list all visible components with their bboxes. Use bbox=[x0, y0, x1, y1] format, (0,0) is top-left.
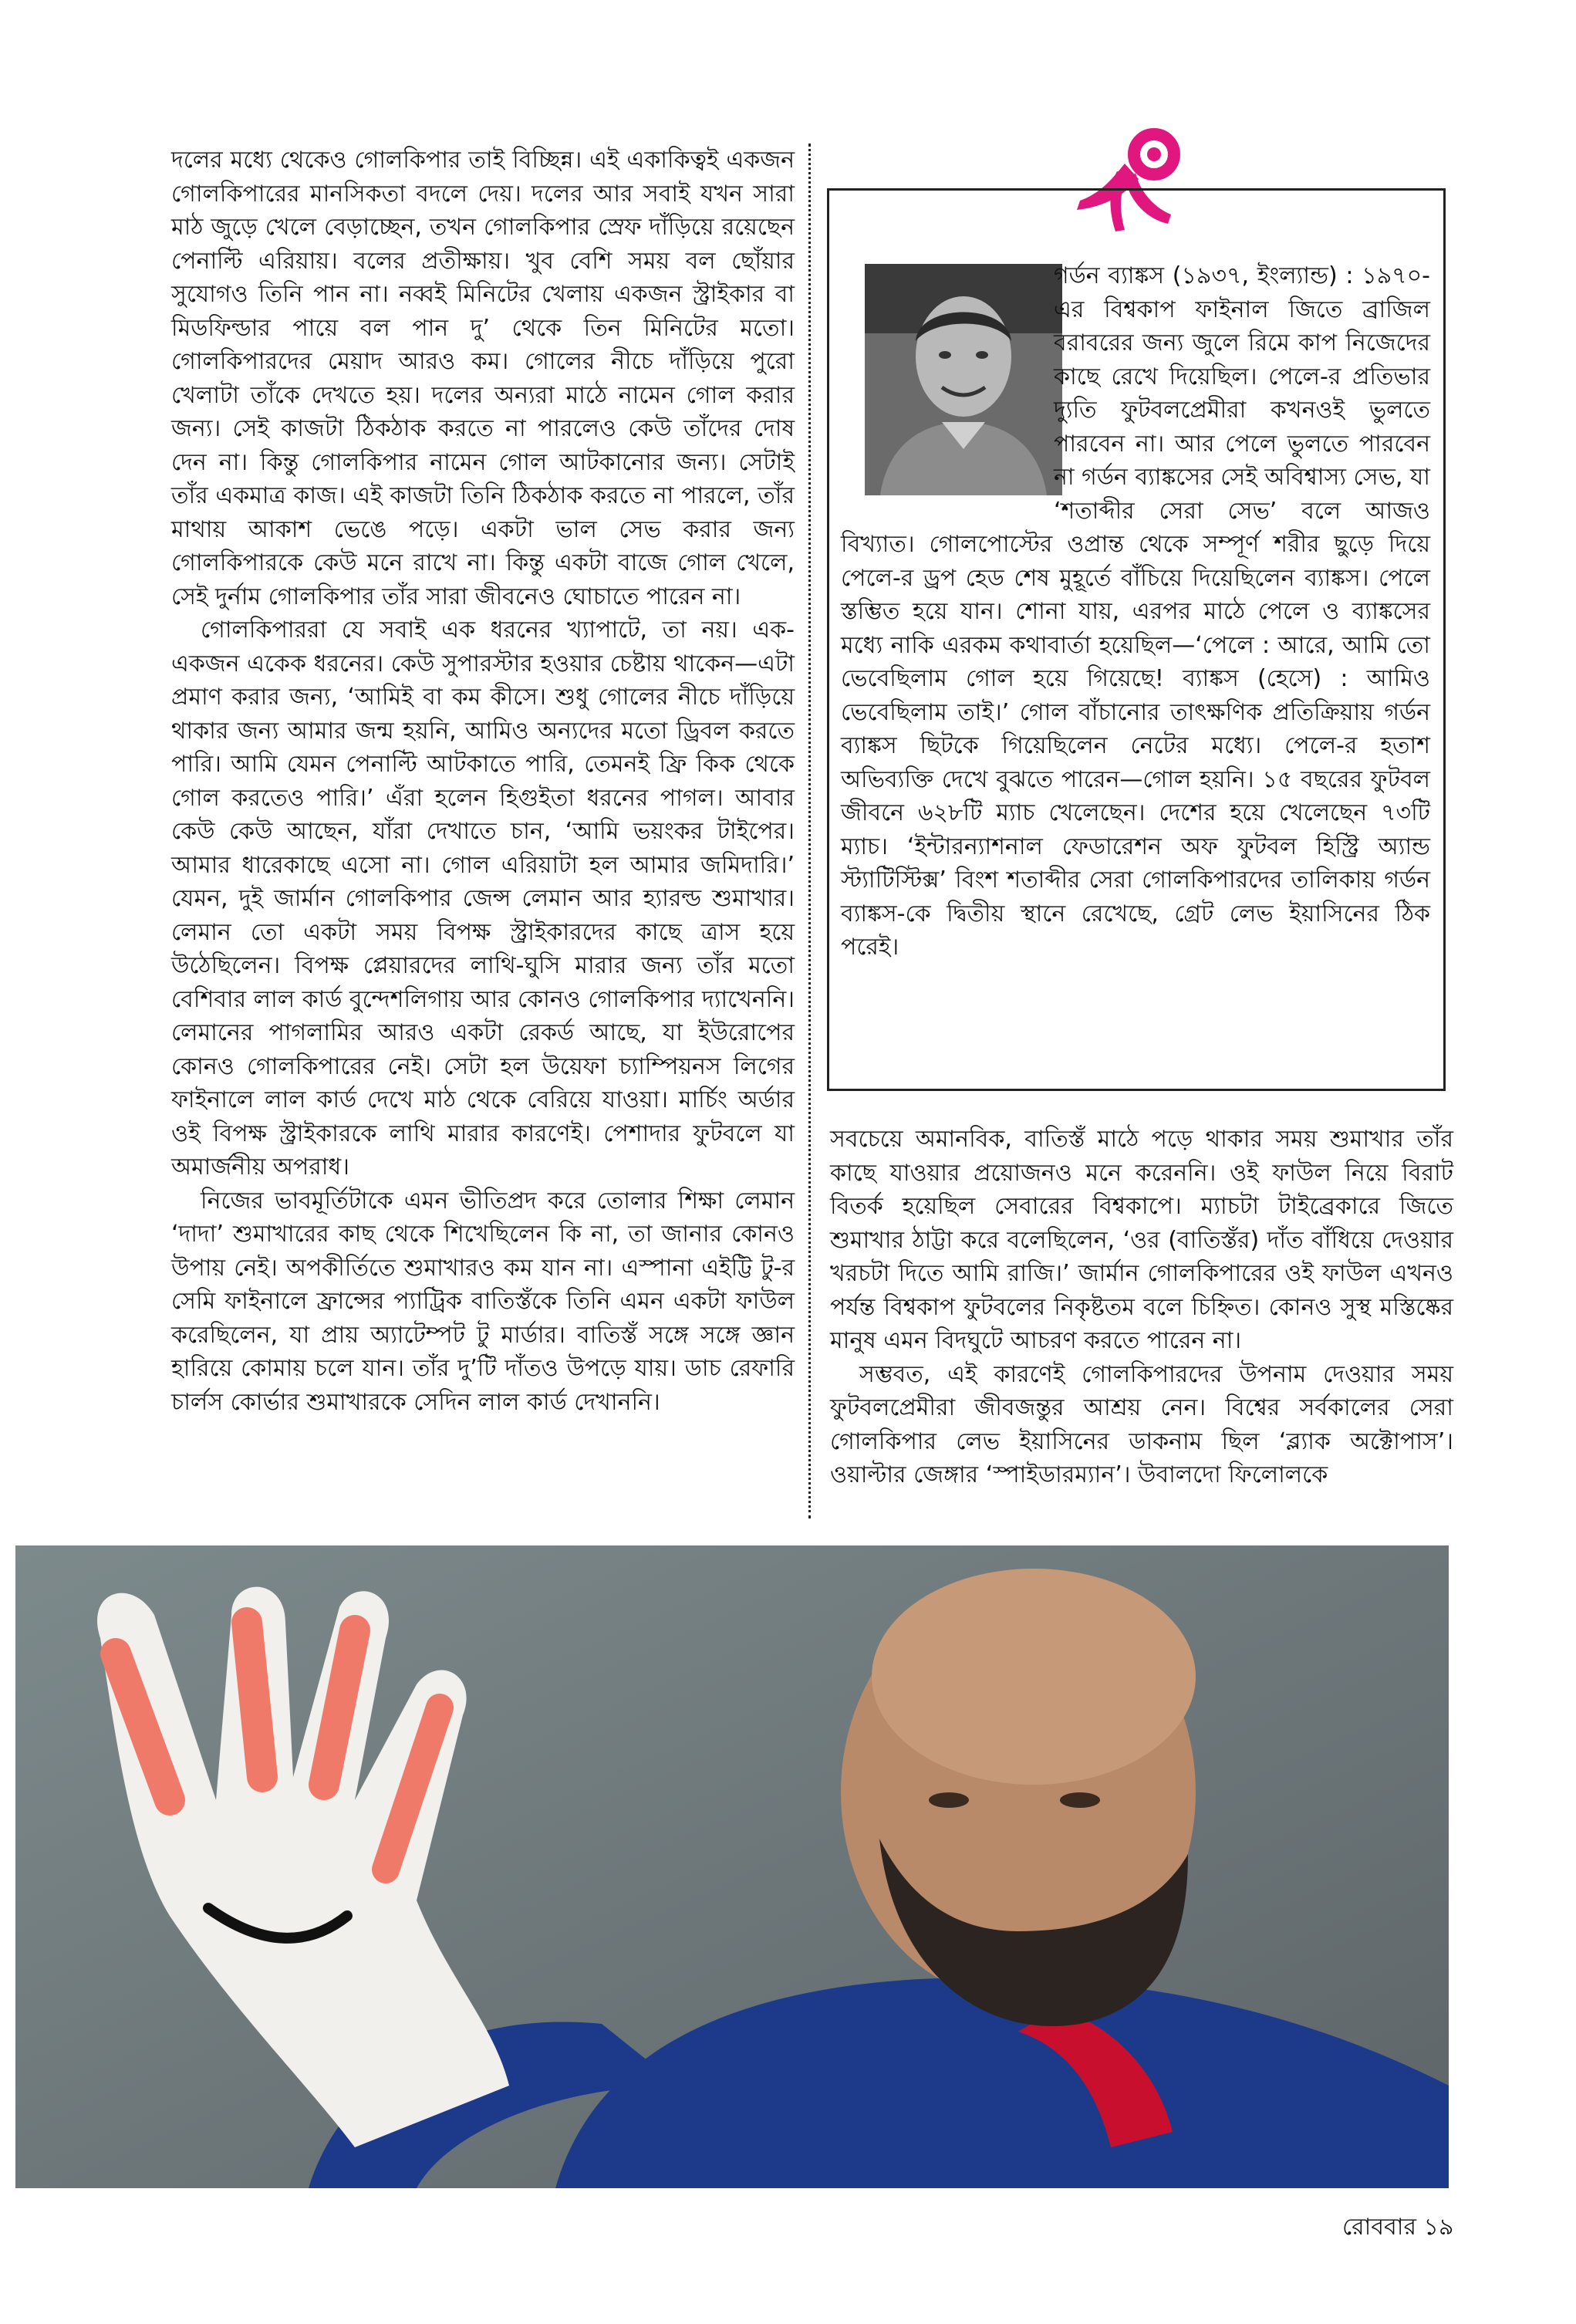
paragraph: দলের মধ্যে থেকেও গোলকিপার তাই বিচ্ছিন্ন। এই একাকিত্বই একজন গোলকিপারের মানসিকতা বদলে দেয়। দলের আর সবাই যখন সারা মাঠ জুড়ে খেলে বেড়াচ্ছেন, তখন গোলকিপার স্রেফ দাঁড়িয়ে রয়েছেন পেনাল্টি এরিয়ায়। বলের প্রতীক্ষায়। খুব বেশি সময় বল ছোঁয়ার সুযোগও তিনি পান না। নব্বই মিনিটের খেলায় একজন স্ট্রাইকার বা মিডফিল্ডার পায়ে বল পান দু’ থেকে তিন মিনিটের মতো। গোলকিপারদের মেয়াদ আরও কম। গোলের নীচে দাঁড়িয়ে পুরো খেলাটা তাঁকে দেখতে হয়। দলের অন্যরা মাঠে নামেন গোল করার জন্য। সেই কাজটা ঠিকঠাক করতে না পারলেও কেউ তাঁদের দোষ দেন না। কিন্তু গোলকিপার নামেন গোল আটকানোর জন্য। সেটাই তাঁর একমাত্র কাজ। এই কাজটা তিনি ঠিকঠাক করতে না পারলে, তাঁর মাথায় আকাশ ভেঙে পড়ে। একটা ভাল সেভ করার জন্য গোলকিপারকে কেউ মনে রাখে না। কিন্তু একটা বাজে গোল খেলে, সেই দুর্নাম গোলকিপার তাঁর সারা জীবনেও ঘোচাতে পারেন না। bbox=[171, 147, 795, 610]
page-number: ১৯ bbox=[1423, 2214, 1454, 2241]
sidebar-text bbox=[841, 259, 1430, 964]
magazine-name: রোববার bbox=[1342, 2214, 1416, 2241]
paragraph: গোলকিপাররা যে সবাই এক ধরনের খ্যাপাটে, তা নয়। এক-একজন একেক ধরনের। কেউ সুপারস্টার হওয়ার চেষ্টায় থাকেন—এটা প্রমাণ করার জন্য, ‘আমিই বা কম কীসে। শুধু গোলের নীচে দাঁড়িয়ে থাকার জন্য আমার জন্ম হয়নি, আমিও অন্যদের মতো ড্রিবল করতে পারি। আমি যেমন পেনাল্টি আটকাতে পারি, তেমনই ফ্রি কিক থেকে গোল করতেও পারি।’ এঁরা হলেন হিগুইতা ধরনের পাগল। আবার কেউ কেউ আছেন, যাঁরা দেখাতে চান, ‘আমি ভয়ংকর টাইপের। আমার ধারেকাছে এসো না। গোল এরিয়াটা হল আমার জমিদারি।’ যেমন, দুই জার্মান গোলকিপার জেন্স লেমান আর হ্যারল্ড শুমাখার। লেমান তো একটা সময় বিপক্ষ স্ট্রাইকারদের কাছে ত্রাস হয়ে উঠেছিলেন। বিপক্ষ প্লেয়ারদের লাথি-ঘুসি মারার জন্য তাঁর মতো বেশিবার লাল কার্ড বুন্দেশলিগায় আর কোনও গোলকিপার দ্যাখেননি। লেমানের পাগলামির আরও একটা রেকর্ড আছে, যা ইউরোপের কোনও গোলকিপারের নেই। সেটা হল উয়েফা চ্যাম্পিয়নস লিগের ফাইনালে লাল কার্ড দেখে মাঠ থেকে বেরিয়ে যাওয়া। মার্চিং অর্ডার ওই বিপক্ষ স্ট্রাইকারকে লাথি মারার কারণেই। পেশাদার ফুটবলে যা অমার্জনীয় অপরাধ। bbox=[171, 616, 795, 1181]
page-footer bbox=[1342, 2208, 1453, 2248]
goalkeeper-photo bbox=[15, 1545, 1449, 2188]
portrait-space bbox=[841, 259, 1038, 491]
paragraph: নিজের ভাবমূর্তিটাকে এমন ভীতিপ্রদ করে তোলার শিক্ষা লেমান ‘দাদা’ শুমাখারের কাছ থেকে শিখেছিলেন কি না, তা জানার কোনও উপায় নেই। অপকীর্তিতে শুমাখারও কম যান না। এস্পানা এইট্টি টু-র সেমি ফাইনালে ফ্রান্সের প্যাট্রিক বাতিস্তঁকে তিনি এমন একটা ফাউল করেছিলেন, যা প্রায় অ্যাটেম্পট টু মার্ডার। বাতিস্তঁ সঙ্গে সঙ্গে জ্ঞান হারিয়ে কোমায় চলে যান। তাঁর দু’টি দাঁতও উপড়ে যায়। ডাচ রেফারি চার্লস কোর্ভার শুমাখারকে সেদিন লাল কার্ড দেখাননি। bbox=[171, 1187, 795, 1416]
column-divider bbox=[808, 144, 811, 1518]
right-column bbox=[830, 1123, 1453, 1492]
paragraph: সবচেয়ে অমানবিক, বাতিস্তঁ মাঠে পড়ে থাকার সময় শুমাখার তাঁর কাছে যাওয়ার প্রয়োজনও মনে করেননি। ওই ফাউল নিয়ে বিরাট বিতর্ক হয়েছিল সেবারের বিশ্বকাপে। ম্যাচটা টাইব্রেকারে জিতে শুমাখার ঠাট্টা করে বলেছিলেন, ‘ওর (বাতিস্তঁর) দাঁত বাঁধিয়ে দেওয়ার খরচটা দিতে আমি রাজি।’ জার্মান গোলকিপারের ওই ফাউল এখনও পর্যন্ত বিশ্বকাপ ফুটবলের নিকৃষ্টতম বলে চিহ্নিত। কোনও সুস্থ মস্তিষ্কের মানুষ এমন বিদঘুটে আচরণ করতে পারেন না। bbox=[830, 1126, 1453, 1354]
left-column bbox=[171, 144, 795, 1419]
gordon-banks-bio: গর্ডন ব্যাঙ্কস (১৯৩৭, ইংল্যান্ড) : ১৯৭০-এর বিশ্বকাপ ফাইনাল জিতে ব্রাজিল বরাবরের জন্য জুলে রিমে কাপ নিজেদের কাছে রেখে দিয়েছিল। পেলে-র প্রতিভার দ্যুতি ফুটবলপ্রেমীরা কখনওই ভুলতে পারবেন না। আর পেলে ভুলতে পারবেন না গর্ডন ব্যাঙ্কসের সেই অবিশ্বাস্য সেভ, যা ‘শতাব্দীর সেরা সেভ’ বলে আজও বিখ্যাত। গোলপোস্টের ওপ্রান্ত থেকে সম্পূর্ণ শরীর ছুড়ে দিয়ে পেলে-র ড্রপ হেড শেষ মুহূর্তে বাঁচিয়ে দিয়েছিলেন ব্যাঙ্কস। পেলে স্তম্ভিত হয়ে যান। শোনা যায়, এরপর মাঠে পেলে ও ব্যাঙ্কসের মধ্যে নাকি এরকম কথাবার্তা হয়েছিল—‘পেলে : আরে, আমি তো ভেবেছিলাম গোল হয়ে গিয়েছে! ব্যাঙ্কস (হেসে) : আমিও ভেবেছিলাম তাই।’ গোল বাঁচানোর তাৎক্ষণিক প্রতিক্রিয়ায় গর্ডন ব্যাঙ্কস ছিটকে গিয়েছিলেন নেটের মধ্যে। পেলে-র হতাশ অভিব্যক্তি দেখে বুঝতে পারেন—গোল হয়নি। ১৫ বছরের ফুটবল জীবনে ৬২৮টি ম্যাচ খেলেছেন। দেশের হয়ে খেলেছেন ৭৩টি ম্যাচ। ‘ইন্টারন্যাশনাল ফেডারেশন অফ ফুটবল হিস্ট্রি অ্যান্ড স্ট্যাটিস্টিক্স’ বিংশ শতাব্দীর সেরা গোলকিপারদের তালিকায় গর্ডন ব্যাঙ্কস-কে দ্বিতীয় স্থানে রেখেছে, গ্রেট লেভ ইয়াসিনের ঠিক পরেই। bbox=[841, 262, 1430, 961]
paragraph: সম্ভবত, এই কারণেই গোলকিপারদের উপনাম দেওয়ার সময় ফুটবলপ্রেমীরা জীবজন্তুর আশ্রয় নেন। বিশ্বের সর্বকালের সেরা গোলকিপার লেভ ইয়াসিনের ডাকনাম ছিল ‘ব্ল্যাক অক্টোপাস’। ওয়াল্টার জেঙ্গার ‘স্পাইডারম্যান’। উবালদো ফিলোলকে bbox=[830, 1360, 1453, 1488]
